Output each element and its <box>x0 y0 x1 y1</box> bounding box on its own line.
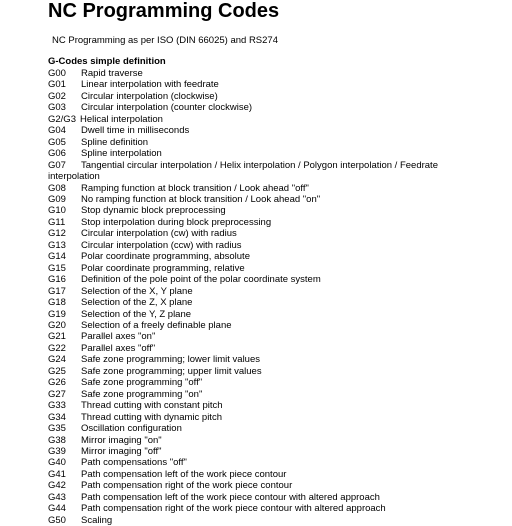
g-code-row <box>48 183 488 194</box>
g-code: G25 <box>48 365 66 377</box>
g-code-row <box>48 354 488 365</box>
g-code: G19 <box>48 308 66 320</box>
g-code: G39 <box>48 445 66 457</box>
g-code-row <box>48 194 488 205</box>
g-code: G12 <box>48 228 66 240</box>
g-code-description: Definition of the pole point of the polar coordinate system <box>81 274 321 286</box>
g-code-row <box>48 515 488 526</box>
g-code-row <box>48 469 488 480</box>
g-code: G14 <box>48 251 66 263</box>
g-code-description: Selection of the Z, X plane <box>81 297 193 309</box>
g-code-row <box>48 331 488 342</box>
g-code: G08 <box>48 182 66 194</box>
g-code-description: Dwell time in milliseconds <box>81 125 190 137</box>
g-code-row <box>48 480 488 491</box>
g-code-row <box>48 102 488 113</box>
g-code-row <box>48 435 488 446</box>
g-code-row <box>48 309 488 320</box>
g-code: G05 <box>48 136 66 148</box>
g-code-description: Selection of the X, Y plane <box>81 285 193 297</box>
g-code-row <box>48 205 488 216</box>
g-code-row <box>48 366 488 377</box>
g-code-description: Path compensation left of the work piece contour with altered approach <box>81 491 380 503</box>
g-code: G42 <box>48 480 66 492</box>
g-code-row <box>48 400 488 411</box>
g-code: G07 <box>48 159 66 171</box>
g-code: G09 <box>48 193 66 205</box>
g-code: G18 <box>48 297 66 309</box>
g-code: G03 <box>48 102 66 114</box>
g-code-description: Oscillation configuration <box>81 423 182 435</box>
g-code: G16 <box>48 274 66 286</box>
g-code: G38 <box>48 434 66 446</box>
g-code: G15 <box>48 262 66 274</box>
g-code-row <box>48 125 488 136</box>
g-code-description: Safe zone programming "off" <box>81 377 203 389</box>
g-code-description: Rapid traverse <box>81 68 143 79</box>
g-code: G22 <box>48 342 66 354</box>
g-code: G24 <box>48 354 66 366</box>
g-code-description: Path compensations "off" <box>81 457 187 469</box>
g-code-description: Tangential circular interpolation / Helix interpolation / Polygon interpolation / Feedrate interpolation <box>48 159 438 183</box>
g-code-row <box>48 412 488 423</box>
g-code-description: Stop interpolation during block preprocessing <box>81 216 272 228</box>
g-code-description: Polar coordinate programming, relative <box>81 262 245 274</box>
g-code: G21 <box>48 331 66 343</box>
g-code-row <box>48 286 488 297</box>
g-code: G04 <box>48 125 66 137</box>
g-code-description: Selection of the Y, Z plane <box>81 308 192 320</box>
g-code: G00 <box>48 68 66 79</box>
g-code-description: Scaling <box>81 514 113 526</box>
g-code-row <box>48 343 488 354</box>
g-code: G33 <box>48 400 66 412</box>
g-code-row <box>48 274 488 285</box>
g-code-row <box>48 68 488 79</box>
g-code: G20 <box>48 319 66 331</box>
g-code: G27 <box>48 388 66 400</box>
g-code-description: Selection of a freely definable plane <box>81 319 232 331</box>
g-code: G26 <box>48 377 66 389</box>
g-code-description: Safe zone programming; upper limit values <box>81 365 262 377</box>
g-code: G17 <box>48 285 66 297</box>
g-code-description: Mirror imaging "off" <box>81 445 162 457</box>
g-code: G10 <box>48 205 66 217</box>
g-code: G44 <box>48 503 66 515</box>
g-code-row <box>48 297 488 308</box>
g-code-row <box>48 423 488 434</box>
g-code-row <box>48 114 488 125</box>
g-code-row <box>48 228 488 239</box>
g-code-description: Linear interpolation with feedrate <box>81 79 219 91</box>
g-code-description: No ramping function at block transition / Look ahead "on" <box>81 193 321 205</box>
g-code: G34 <box>48 411 66 423</box>
g-code-row <box>48 91 488 102</box>
g-code-description: Safe zone programming; lower limit values <box>81 354 260 366</box>
g-code-row <box>48 240 488 251</box>
g-code-row <box>48 251 488 262</box>
g-code-row <box>48 137 488 148</box>
g-code-row <box>48 217 488 228</box>
g-code-description: Thread cutting with constant pitch <box>81 400 223 412</box>
g-code-description: Spline definition <box>81 136 149 148</box>
g-code: G43 <box>48 491 66 503</box>
g-code: G50 <box>48 514 66 526</box>
g-code-description: Parallel axes "on" <box>81 331 156 343</box>
document-title: NC Programming Codes <box>48 0 280 22</box>
g-code-row <box>48 492 488 503</box>
g-code-description: Circular interpolation (clockwise) <box>81 90 218 102</box>
g-code-row <box>48 320 488 331</box>
g-code-description: Ramping function at block transition / Look ahead "off" <box>81 182 309 194</box>
g-code-row <box>48 263 488 274</box>
g-code: G41 <box>48 468 66 480</box>
g-code: G11 <box>48 216 66 228</box>
g-code-description: Path compensation right of the work piece contour with altered approach <box>81 503 386 515</box>
g-code-description: Circular interpolation (ccw) with radius <box>81 239 242 251</box>
g-code-description: Circular interpolation (counter clockwise) <box>81 102 253 114</box>
g-code: G01 <box>48 79 66 91</box>
g-code-row <box>48 377 488 388</box>
g-code-description: Mirror imaging "on" <box>81 434 162 446</box>
section-heading: G-Codes simple definition <box>48 56 166 67</box>
g-code-description: Parallel axes "off" <box>81 342 156 354</box>
g-code-description: Thread cutting with dynamic pitch <box>81 411 222 423</box>
g-code: G35 <box>48 423 66 435</box>
g-code-description: Polar coordinate programming, absolute <box>81 251 250 263</box>
g-code-row <box>48 148 488 159</box>
g-code: G06 <box>48 148 66 160</box>
g-code-description: Circular interpolation (cw) with radius <box>81 228 237 240</box>
g-code-row <box>48 446 488 457</box>
g-code-list <box>48 68 488 526</box>
g-code-description: Helical interpolation <box>80 113 163 125</box>
document-subtitle: NC Programming as per ISO (DIN 66025) and RS274 <box>52 35 278 46</box>
g-code: G40 <box>48 457 66 469</box>
g-code: G02 <box>48 90 66 102</box>
g-code: G13 <box>48 239 66 251</box>
g-code-description: Stop dynamic block preprocessing <box>81 205 226 217</box>
g-code-description: Path compensation left of the work piece contour <box>81 468 287 480</box>
g-code: G2/G3 <box>48 113 76 125</box>
g-code-description: Spline interpolation <box>81 148 162 160</box>
g-code-row <box>48 457 488 468</box>
g-code-description: Path compensation right of the work piece contour <box>81 480 293 492</box>
g-code-row <box>48 503 488 514</box>
g-code-description: Safe zone programming "on" <box>81 388 203 400</box>
g-code-row <box>48 79 488 90</box>
g-code-row <box>48 160 488 183</box>
g-code-row <box>48 389 488 400</box>
